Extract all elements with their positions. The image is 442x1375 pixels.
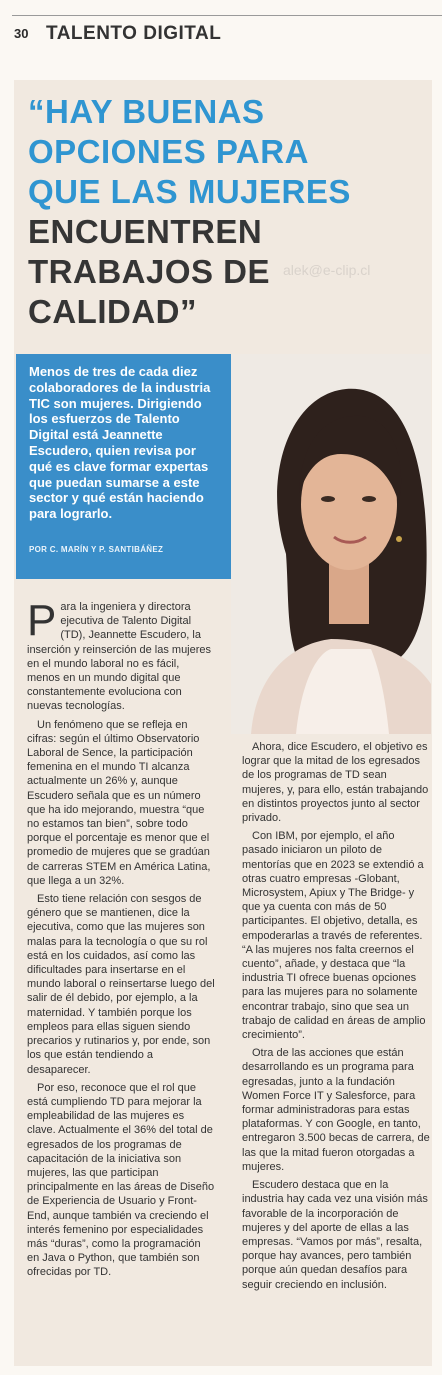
- paragraph: Otra de las acciones que están desarrollando es un programa para egresadas, junto a la fundación Women Force IT y Salesforce, para formar administradoras para estas plataformas. Y con Google, en tanto, entregaron 3.500 becas de carrera, de las que la mitad fueron otorgadas a mujeres.: [242, 1047, 430, 1173]
- portrait-illustration: [231, 354, 431, 734]
- headline: [28, 92, 423, 332]
- byline: POR C. MARÍN Y P. SANTIBÁÑEZ: [29, 545, 164, 554]
- headline-line-1: “HAY BUENAS: [28, 93, 265, 130]
- paragraph: Ahora, dice Escudero, el objetivo es lograr que la mitad de los egresados de los programas de TD sean mujeres, y, para ello, están trabajando en distintos proyectos junto al sector privado.: [242, 741, 429, 825]
- headline-line-4: ENCUENTREN: [28, 213, 263, 250]
- headline-line-6: CALIDAD”: [28, 293, 197, 330]
- paragraph: Con IBM, por ejemplo, el año pasado iniciaron un piloto de mentorías que en 2023 se extendió a otras cuatro empresas -Globant, Microsystem, Apiux y The Bridge- y que ya cuenta con más de 50 participantes. El objetivo, detalla, es empoderarlas a través de referentes. “A las mujeres nos falta creernos el cuento”, añade, y destaca que “la industria TI ofrece buenas opciones para las mujeres para no solamente encontrar trabajo, sino que sea un trabajo de calidad en áreas de amplio crecimiento”.: [242, 830, 426, 1042]
- article-column-1: [27, 596, 215, 1284]
- article-column-2: [242, 740, 430, 1296]
- header-rule: [12, 15, 442, 16]
- watermark: alek@e-clip.cl: [283, 262, 371, 278]
- page-header: [0, 0, 442, 52]
- paragraph: [27, 596, 215, 714]
- paragraph-text: ara la ingeniera y directora ejecutiva de Talento Digital (TD), Jeannette Escudero, la inserción y reinserción de las mujeres en el mundo laboral no es fácil, menos en un mundo digital que constantemente evoluciona con nuevas tecnologías.: [27, 601, 212, 713]
- paragraph: Un fenómeno que se refleja en cifras: según el último Observatorio Laboral de Sence, la participación femenina en el mundo TI alcanza actualmente un 26% y, aunque Escudero señala que es un número que ha ido mejorando, muestra “que no estamos tan bien”, sobre todo porque el porcentaje es menor que el promedio de mujeres que se gradúan de carreras STEM en América Latina, que llega a un 32%.: [27, 718, 211, 887]
- portrait-photo: [231, 354, 431, 734]
- paragraph: Escudero destaca que en la industria hay cada vez una visión más favorable de la incorporación de mujeres y del aporte de ellas a las empresas. “Vamos por más”, resalta, porque hay avances, pero también porque aún quedan desafíos para seguir creciendo en inclusión.: [242, 1179, 428, 1291]
- lead-text: Menos de tres de cada diez colaboradores de la industria TIC son mujeres. Dirigiendo los esfuerzos de Talento Digital está Jeannette Escudero, quien revisa por qué es clave formar expertas que puedan sumarse a este sector y qué están haciendo para lograrlo.: [29, 364, 211, 522]
- lead-box: [16, 354, 231, 579]
- paragraph: Por eso, reconoce que el rol que está cumpliendo TD para mejorar la empleabilidad de las mujeres es clave. Actualmente el 36% del total de egresados de los programas de capacitación de la iniciativa son mujeres, las que participan principalmente en las áreas de Diseño de Experiencia de Usuario y Front-End, aunque también va creciendo el interés femenino por especialidades más “duras”, como la programación en Java o Python, que también son ofrecidas por TD.: [27, 1081, 215, 1279]
- page-number: 30: [14, 26, 29, 41]
- drop-cap: P: [27, 596, 57, 645]
- headline-line-3: QUE LAS MUJERES: [28, 173, 351, 210]
- paragraph: Esto tiene relación con sesgos de género que se mantienen, dice la ejecutiva, como que las mujeres son malas para la tecnología o que su rol está en los cuidados, así como las dificultades para insertarse en el mundo laboral o reinsertarse luego del salir de él debido, por ejemplo, a la maternidad. Y también porque los empleos para ellas siguen siendo precarios y rutinarios y, por ende, son los que están tendiendo a desaparecer.: [27, 893, 215, 1076]
- headline-line-5: TRABAJOS DE: [28, 253, 271, 290]
- headline-line-2: OPCIONES PARA: [28, 133, 309, 170]
- section-title: TALENTO DIGITAL: [46, 23, 222, 44]
